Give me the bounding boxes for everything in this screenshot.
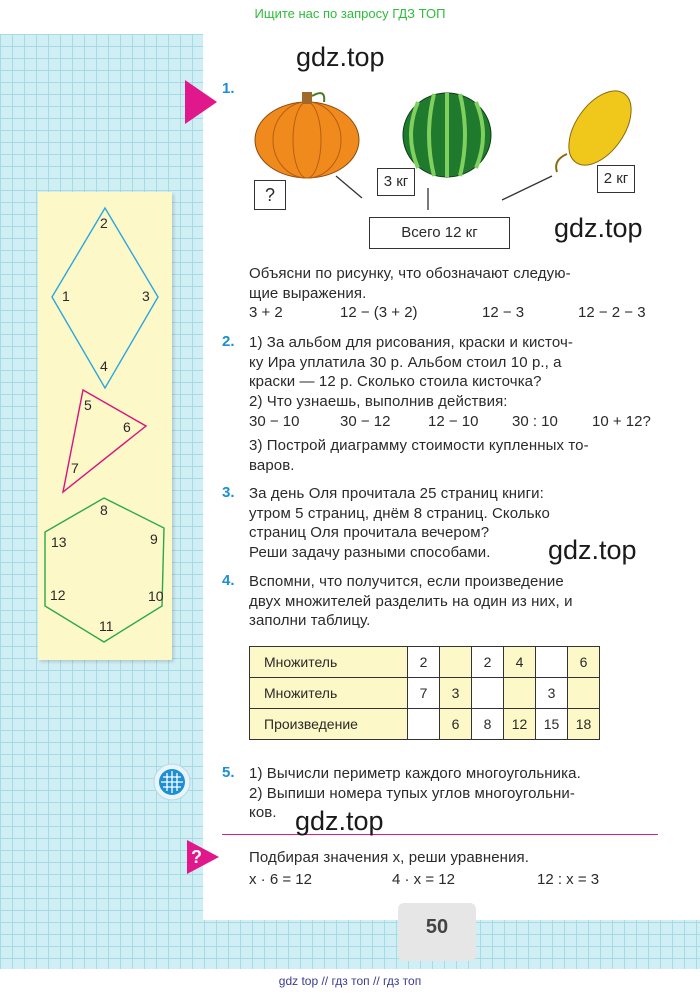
table-cell: 2 (472, 647, 504, 678)
table-cell: 2 (408, 647, 440, 678)
task-number: 2. (222, 333, 235, 350)
expression: 12 − 3 (482, 304, 525, 321)
watermark: gdz.top (295, 806, 384, 836)
table-cell-blank (504, 678, 536, 709)
angle-label: 6 (123, 419, 131, 435)
watermelon-illustration (400, 88, 495, 180)
expression: 12 − (3 + 2) (340, 304, 418, 321)
table-cell-blank (568, 678, 600, 709)
expression: 10 + 12? (592, 413, 651, 430)
table-cell: 12 (504, 709, 536, 740)
table-row (250, 709, 600, 740)
row-label: Множитель (250, 678, 408, 709)
angle-label: 8 (100, 502, 108, 518)
grid-calculator-icon (153, 763, 191, 801)
melon-weight-box: 2 кг (597, 165, 635, 193)
angle-label: 1 (62, 288, 70, 304)
angle-label: 13 (51, 534, 67, 550)
task-line: ков. (249, 804, 277, 821)
section-divider (222, 834, 658, 835)
row-label: Множитель (250, 647, 408, 678)
task5-text (249, 764, 669, 823)
task-line: утром 5 страниц, днём 8 страниц. Сколько (249, 504, 550, 522)
top-banner: Ищите нас по запросу ГДЗ ТОП (254, 6, 446, 21)
question-icon (187, 840, 217, 870)
angle-label: 4 (100, 358, 108, 374)
task-line: краски — 12 р. Сколько стоила кисточка? (249, 373, 542, 390)
equation: 4 · x = 12 (392, 871, 455, 888)
table-cell: 7 (408, 678, 440, 709)
expression: 30 − 12 (340, 413, 391, 430)
bottom-banner: gdz top // гдз топ // гдз топ (278, 974, 422, 988)
task-line: страниц Оля прочитала вечером? (249, 524, 490, 541)
angle-label: 5 (84, 397, 92, 413)
bonus-text: Подбирая значения x, реши уравнения. (249, 849, 530, 866)
task-line: 2) Что узнаешь, выполнив действия: (249, 392, 508, 410)
task-line: 3) Построй диаграмму стоимости купленных то- (249, 437, 589, 454)
task-line: двух множителей разделить на один из них, и (249, 592, 573, 610)
task-number: 4. (222, 572, 235, 589)
expression: 12 − 10 (428, 413, 479, 430)
table-row (250, 647, 600, 678)
expression: 30 − 10 (249, 413, 300, 430)
expression: 3 + 2 (249, 304, 283, 321)
table-row (250, 678, 600, 709)
watermark: gdz.top (548, 535, 637, 565)
expression: 30 : 10 (512, 413, 558, 430)
connector-lines (330, 170, 560, 220)
task4-text (249, 572, 659, 631)
task-line: заполни таблицу. (249, 612, 371, 629)
task2-text-end (249, 436, 659, 475)
angle-label: 7 (71, 460, 79, 476)
equation: x · 6 = 12 (249, 871, 312, 888)
watermark: gdz.top (296, 42, 385, 72)
task2-text (249, 333, 659, 411)
pumpkin-weight-box: ? (254, 180, 286, 210)
table-cell: 15 (536, 709, 568, 740)
pumpkin-illustration (252, 84, 362, 184)
task-line: 2) Выпиши номера тупых углов многоугольни- (249, 784, 575, 802)
table-cell-blank (536, 647, 568, 678)
task-line: 1) Вычисли периметр каждого многоугольника. (249, 765, 581, 782)
task-number: 5. (222, 764, 235, 781)
task-line: варов. (249, 456, 295, 474)
angle-label: 9 (150, 531, 158, 547)
task-number: 3. (222, 484, 235, 501)
task-line: Реши задачу разными способами. (249, 543, 491, 561)
table-cell: 18 (568, 709, 600, 740)
equation: 12 : x = 3 (537, 871, 600, 888)
page-number: 50 (398, 903, 476, 961)
table-cell: 3 (536, 678, 568, 709)
task-number: 1. (222, 80, 235, 97)
total-weight-box: Всего 12 кг (369, 217, 510, 249)
multiplication-table (249, 646, 600, 740)
task-line: За день Оля прочитала 25 страниц книги: (249, 485, 544, 502)
angle-label: 2 (100, 215, 108, 231)
angle-label: 11 (99, 618, 114, 634)
task-line: Вспомни, что получится, если произведение (249, 573, 564, 590)
task-line: 1) За альбом для рисования, краски и кисточ- (249, 334, 573, 351)
row-label: Произведение (250, 709, 408, 740)
table-cell: 3 (440, 678, 472, 709)
angle-label: 3 (142, 288, 150, 304)
table-cell: 6 (568, 647, 600, 678)
angle-label: 10 (148, 588, 164, 604)
task-line: щие выражения. (249, 284, 367, 302)
angle-label: 12 (50, 587, 66, 603)
watermelon-weight-box: 3 кг (377, 168, 415, 196)
table-cell: 8 (472, 709, 504, 740)
table-cell: 6 (440, 709, 472, 740)
polygons-card (38, 192, 172, 660)
table-cell-blank (472, 678, 504, 709)
table-cell-blank (408, 709, 440, 740)
question-mark: ? (191, 847, 202, 867)
task3-text (249, 484, 659, 562)
task1-text (249, 264, 659, 303)
triangle-pointer-icon (185, 80, 217, 124)
task-line: Объясни по рисунку, что обозначают следую- (249, 265, 571, 282)
table-cell: 4 (504, 647, 536, 678)
expression: 12 − 2 − 3 (578, 304, 646, 321)
table-cell-blank (440, 647, 472, 678)
triangle-shape (63, 390, 146, 492)
task-line: ку Ира уплатила 30 р. Альбом стоил 10 р., а (249, 353, 562, 371)
watermark: gdz.top (554, 213, 643, 243)
